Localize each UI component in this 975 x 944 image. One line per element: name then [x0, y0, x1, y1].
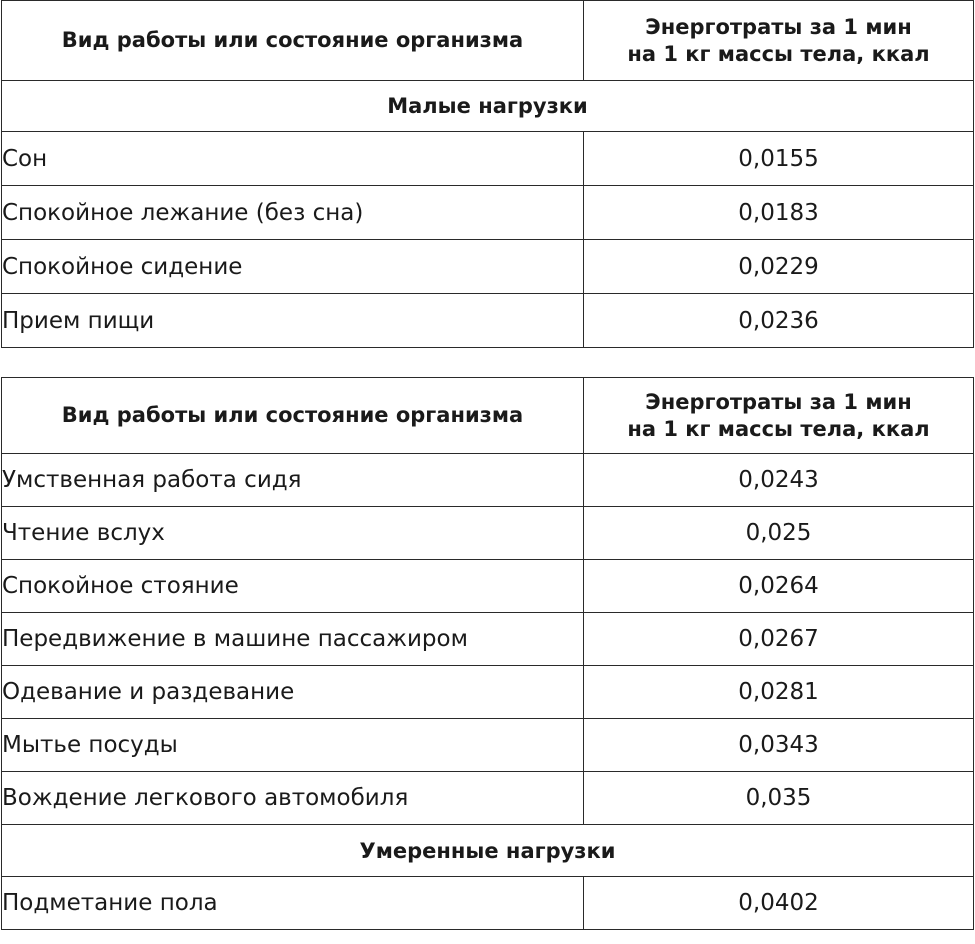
activity-cell: Прием пищи — [2, 294, 584, 348]
table-header-row — [2, 1, 974, 81]
section-title: Умеренные нагрузки — [2, 825, 974, 877]
activity-cell: Передвижение в машине пассажиром — [2, 613, 584, 666]
column-header-activity: Вид работы или состояние организма — [2, 378, 584, 454]
section-title: Малые нагрузки — [2, 81, 974, 132]
table-row — [2, 132, 974, 186]
table-row — [2, 294, 974, 348]
activity-cell: Спокойное стояние — [2, 560, 584, 613]
column-header-activity: Вид работы или состояние организма — [2, 1, 584, 81]
value-cell: 0,0229 — [584, 240, 974, 294]
value-cell: 0,0183 — [584, 186, 974, 240]
table-row — [2, 507, 974, 560]
column-header-energy-line1: Энерготраты за 1 мин — [645, 389, 912, 414]
value-cell: 0,025 — [584, 507, 974, 560]
activity-cell: Спокойное лежание (без сна) — [2, 186, 584, 240]
value-cell: 0,0236 — [584, 294, 974, 348]
activity-cell: Спокойное сидение — [2, 240, 584, 294]
column-header-energy-line2: на 1 кг массы тела, ккал — [627, 416, 930, 441]
value-cell: 0,0267 — [584, 613, 974, 666]
value-cell: 0,0264 — [584, 560, 974, 613]
value-cell: 0,0402 — [584, 877, 974, 930]
value-cell: 0,035 — [584, 772, 974, 825]
value-cell: 0,0281 — [584, 666, 974, 719]
energy-table-1 — [1, 0, 974, 348]
table-header-row — [2, 378, 974, 454]
activity-cell: Сон — [2, 132, 584, 186]
table-row — [2, 666, 974, 719]
activity-cell: Одевание и раздевание — [2, 666, 584, 719]
section-row-moderate-loads — [2, 825, 974, 877]
table-row — [2, 719, 974, 772]
table-row — [2, 613, 974, 666]
activity-cell: Подметание пола — [2, 877, 584, 930]
table-row — [2, 454, 974, 507]
column-header-energy-line2: на 1 кг массы тела, ккал — [627, 41, 930, 66]
activity-cell: Вождение легкового автомобиля — [2, 772, 584, 825]
section-row-light-loads — [2, 81, 974, 132]
activity-cell: Чтение вслух — [2, 507, 584, 560]
column-header-energy — [584, 1, 974, 81]
value-cell: 0,0243 — [584, 454, 974, 507]
table-row — [2, 772, 974, 825]
table-row — [2, 877, 974, 930]
activity-cell: Умственная работа сидя — [2, 454, 584, 507]
value-cell: 0,0343 — [584, 719, 974, 772]
activity-cell: Мытье посуды — [2, 719, 584, 772]
column-header-energy-line1: Энерготраты за 1 мин — [645, 14, 912, 39]
table-row — [2, 560, 974, 613]
table-row — [2, 186, 974, 240]
energy-table-2 — [1, 377, 974, 930]
table-row — [2, 240, 974, 294]
column-header-energy — [584, 378, 974, 454]
value-cell: 0,0155 — [584, 132, 974, 186]
